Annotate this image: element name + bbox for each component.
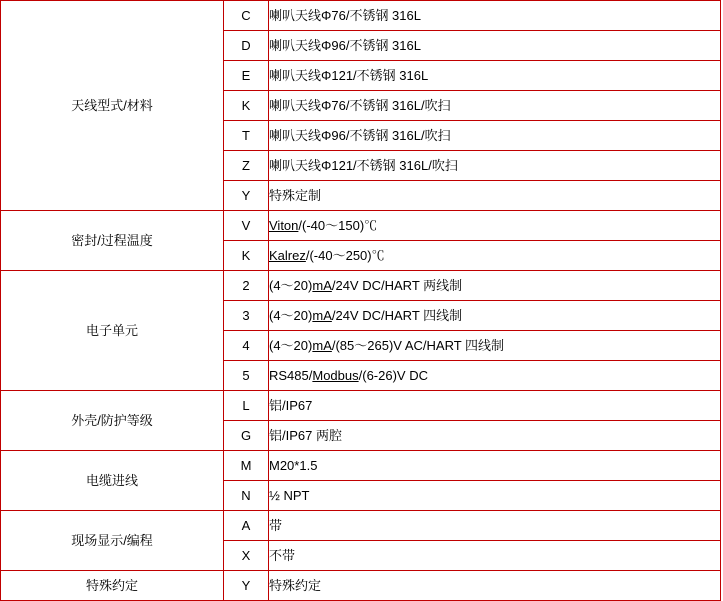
option-description: ½ NPT: [269, 481, 721, 511]
table-row: [1, 211, 721, 241]
group-label: 密封/过程温度: [1, 211, 224, 271]
option-description: 喇叭天线Φ76/不锈钢 316L/吹扫: [269, 91, 721, 121]
option-description: 喇叭天线Φ96/不锈钢 316L/吹扫: [269, 121, 721, 151]
option-code: L: [224, 391, 269, 421]
option-code: M: [224, 451, 269, 481]
option-description: (4～20)mA/24V DC/HART 两线制: [269, 271, 721, 301]
group-label: 现场显示/编程: [1, 511, 224, 571]
group-label: 特殊约定: [1, 571, 224, 601]
option-description: RS485/Modbus/(6-26)V DC: [269, 361, 721, 391]
option-description: 不带: [269, 541, 721, 571]
option-description: 特殊约定: [269, 571, 721, 601]
option-code: N: [224, 481, 269, 511]
option-code: E: [224, 61, 269, 91]
option-description: 喇叭天线Φ96/不锈钢 316L: [269, 31, 721, 61]
underlined-term: mA: [312, 337, 332, 353]
option-code: Z: [224, 151, 269, 181]
table-row: [1, 391, 721, 421]
group-label: 电缆进线: [1, 451, 224, 511]
option-code: Y: [224, 181, 269, 211]
option-description: 喇叭天线Φ121/不锈钢 316L/吹扫: [269, 151, 721, 181]
underlined-term: mA: [312, 307, 332, 323]
option-code: K: [224, 241, 269, 271]
underlined-term: Kalrez: [269, 247, 306, 263]
underlined-term: Modbus: [312, 367, 359, 383]
underlined-term: mA: [312, 277, 332, 293]
option-code: V: [224, 211, 269, 241]
option-code: A: [224, 511, 269, 541]
option-code: 5: [224, 361, 269, 391]
option-code: D: [224, 31, 269, 61]
group-label: 外壳/防护等级: [1, 391, 224, 451]
option-code: K: [224, 91, 269, 121]
table-row: [1, 1, 721, 31]
option-code: 2: [224, 271, 269, 301]
option-code: G: [224, 421, 269, 451]
option-description: (4～20)mA/24V DC/HART 四线制: [269, 301, 721, 331]
group-label: 天线型式/材料: [1, 1, 224, 211]
option-code: 3: [224, 301, 269, 331]
option-code: Y: [224, 571, 269, 601]
option-description: Kalrez/(-40～250)℃: [269, 241, 721, 271]
option-code: C: [224, 1, 269, 31]
group-label: 电子单元: [1, 271, 224, 391]
option-description: Viton/(-40～150)℃: [269, 211, 721, 241]
option-description: 喇叭天线Φ76/不锈钢 316L: [269, 1, 721, 31]
table-row: [1, 271, 721, 301]
table-row: [1, 571, 721, 601]
option-description: 铝/IP67 两腔: [269, 421, 721, 451]
specification-table-body: [1, 1, 721, 601]
option-description: 带: [269, 511, 721, 541]
option-code: 4: [224, 331, 269, 361]
option-description: M20*1.5: [269, 451, 721, 481]
table-row: [1, 451, 721, 481]
option-description: 铝/IP67: [269, 391, 721, 421]
table-row: [1, 511, 721, 541]
underlined-term: Viton: [269, 217, 299, 233]
option-code: T: [224, 121, 269, 151]
option-description: 特殊定制: [269, 181, 721, 211]
option-description: 喇叭天线Φ121/不锈钢 316L: [269, 61, 721, 91]
option-code: X: [224, 541, 269, 571]
option-description: (4～20)mA/(85～265)V AC/HART 四线制: [269, 331, 721, 361]
